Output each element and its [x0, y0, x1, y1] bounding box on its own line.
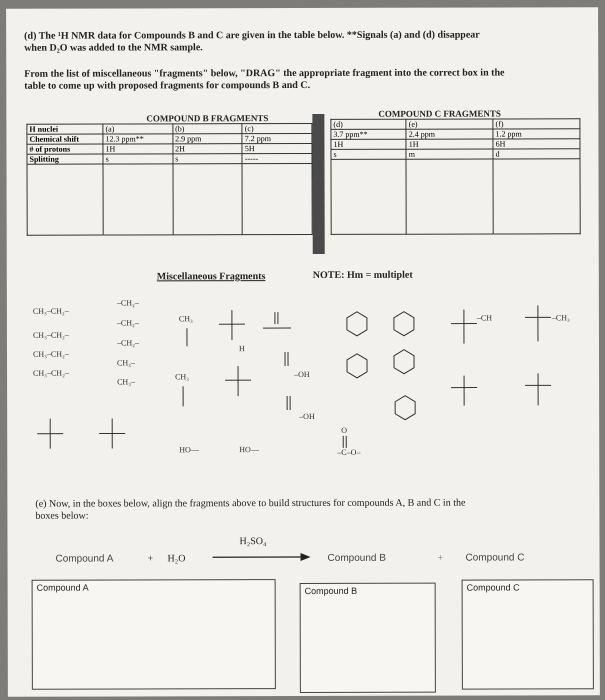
drop-cell[interactable] [173, 164, 243, 235]
fragment-ring [394, 350, 414, 374]
fragment-h-label[interactable]: H [238, 344, 245, 354]
shift-cell[interactable]: 7.2 ppm [242, 133, 312, 143]
drop-cell[interactable] [27, 164, 103, 235]
shift-cell[interactable]: 12.3 ppm** [103, 134, 173, 144]
fragment-structures [7, 287, 599, 479]
drop-cell[interactable] [242, 163, 312, 234]
fragment-methylene[interactable]: –CH₂– [116, 298, 139, 308]
fragment-ethyl[interactable]: CH₃–CH₂– [32, 349, 69, 359]
nuclei-cell[interactable]: (e) [406, 119, 493, 129]
product-c-label: Compound C [465, 552, 525, 564]
fragments-title: Miscellaneous Fragments [156, 271, 266, 283]
drop-cell[interactable] [331, 159, 406, 234]
fragment-oxygen-label[interactable]: O [341, 425, 347, 435]
reactant-label: Compound A [55, 553, 114, 565]
multiplet-note: NOTE: Hm = multiplet [312, 269, 413, 281]
fragment-hydroxyl[interactable]: HO— [179, 445, 199, 455]
nuclei-cell[interactable]: (d) [331, 119, 406, 129]
drop-cell[interactable] [493, 159, 580, 234]
nuclei-cell[interactable]: (a) [103, 124, 173, 134]
fragment-methyl-label[interactable]: CH₃ [175, 372, 189, 382]
splitting-cell[interactable]: s [331, 149, 406, 159]
splitting-cell[interactable]: s [103, 154, 173, 164]
row-label: H nuclei [27, 124, 103, 134]
fragment-ch3-label[interactable]: –CH₃ [551, 313, 570, 323]
nuclei-cell[interactable]: (f) [493, 119, 580, 129]
question-e-line1: (e) Now, in the boxes below, align the fragments above to build structures for compounds A, B and C in the [35, 497, 466, 510]
compound-b-box-label: Compound B [304, 585, 358, 596]
question-d-line2: when D₂O was added to the NMR sample. [24, 42, 203, 54]
plus-sign: + [437, 552, 444, 564]
compound-c-header: COMPOUND C FRAGMENTS [378, 108, 501, 119]
fragment-ethyl[interactable]: CH₃–CH₂– [33, 368, 69, 378]
fragment-carboxyl[interactable]: –OH [299, 411, 315, 422]
splitting-cell[interactable]: s [173, 154, 243, 164]
protons-cell[interactable]: 1H [103, 144, 173, 154]
splitting-cell[interactable]: m [406, 149, 493, 159]
protons-cell[interactable]: 1H [406, 139, 493, 149]
fragment-ring [395, 396, 415, 420]
fragment-methyl[interactable]: CH₃– [117, 377, 135, 387]
compound-a-box[interactable] [32, 579, 276, 690]
row-label: # of protons [27, 144, 103, 154]
splitting-cell[interactable]: d [493, 149, 580, 159]
compound-a-box-label: Compound A [36, 582, 89, 593]
drop-cell[interactable] [406, 159, 493, 234]
row-label: Chemical shift [27, 134, 103, 144]
question-d-line3: From the list of miscellaneous "fragments" below, "DRAG" the appropriate fragment into the correct box in the [24, 67, 505, 80]
water-label: H₂O [167, 553, 186, 565]
splitting-cell[interactable]: ----- [242, 153, 312, 163]
reaction-arrow-icon [213, 552, 311, 562]
fragment-ethyl[interactable]: CH₃–CH₂– [32, 330, 69, 340]
compound-c-box-label: Compound C [466, 582, 520, 593]
nuclei-cell[interactable]: (c) [242, 123, 312, 133]
table-divider [312, 114, 324, 254]
fragment-carboxyl[interactable]: –OH [294, 369, 310, 380]
shift-cell[interactable]: 2.9 ppm [173, 134, 243, 144]
fragment-methyl-label[interactable]: CH₃ [178, 314, 193, 324]
plus-sign: + [147, 553, 154, 565]
compound-b-table [26, 123, 312, 236]
protons-cell[interactable]: 2H [173, 144, 243, 154]
fragment-ethyl[interactable]: CH₃–CH₂– [32, 306, 69, 316]
fragment-methylene[interactable]: –CH₂– [116, 318, 139, 328]
product-b-label: Compound B [327, 552, 386, 564]
shift-cell[interactable]: 1.2 ppm [493, 129, 580, 139]
worksheet-page [6, 7, 600, 697]
nuclei-cell[interactable]: (b) [173, 124, 243, 134]
question-d-line4: table to come up with proposed fragments for compounds B and C. [24, 79, 311, 92]
fragment-ch-label[interactable]: –CH [476, 313, 493, 323]
fragment-hydroxyl[interactable]: HO— [239, 445, 259, 455]
fragment-ring [347, 312, 367, 336]
compound-c-table [330, 118, 580, 235]
compound-c-box[interactable] [462, 579, 594, 689]
protons-cell[interactable]: 6H [493, 139, 580, 149]
shift-cell[interactable]: 2.4 ppm [406, 129, 493, 139]
question-e-line2: boxes below: [35, 510, 89, 522]
catalyst-label: H₂SO₄ [239, 536, 267, 548]
protons-cell[interactable]: 1H [331, 139, 406, 149]
question-d-line1: (d) The ¹H NMR data for Compounds B and C are given in the table below. **Signals (a) and (d) disappear [24, 29, 480, 42]
compound-b-header: COMPOUND B FRAGMENTS [146, 113, 269, 124]
fragment-methyl[interactable]: CH₃– [117, 358, 135, 368]
compound-b-box[interactable] [300, 583, 436, 693]
row-label: Splitting [27, 154, 103, 164]
protons-cell[interactable]: 5H [242, 143, 312, 153]
drop-cell[interactable] [103, 164, 173, 235]
fragment-ester[interactable]: –C–O– [337, 447, 361, 457]
fragment-methylene[interactable]: –CH₂– [116, 338, 139, 348]
fragment-ring [394, 312, 414, 336]
fragment-ring [347, 354, 367, 378]
shift-cell[interactable]: 3.7 ppm** [331, 129, 406, 139]
